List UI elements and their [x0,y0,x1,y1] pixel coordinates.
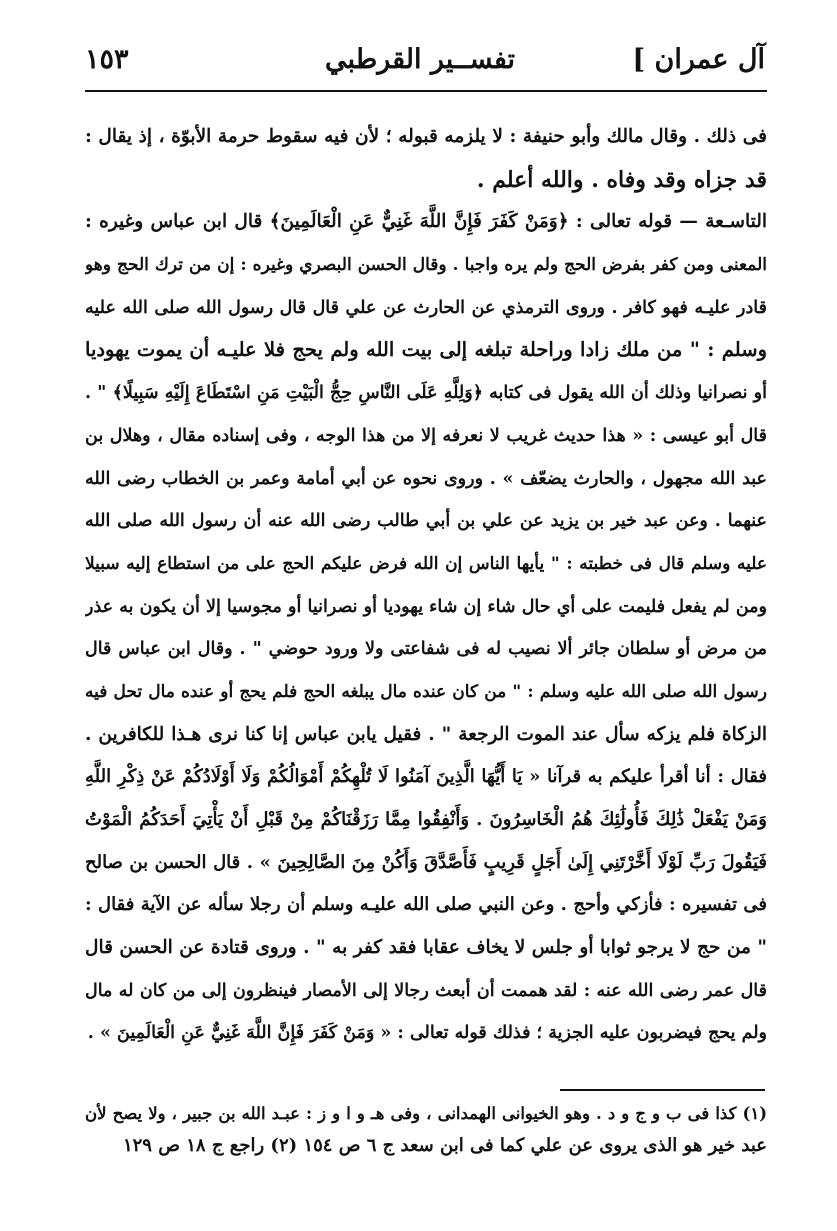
text-line: من مرض أو سلطان جائر ألا نصيب له فى شفاعتى ولا ورود حوضي " . وقال ابن عباس قال [85,639,767,660]
footnote-line: عبد خير هو الذى يروى عن علي كما فى ابن سعد ج ٦ ص ١٥٤ (٢) راجع ج ١٨ ص ١٢٩ [122,1135,767,1156]
text-line: أو نصرانيا وذلك أن الله يقول فى كتابه ﴿وَلِلَّهِ عَلَى النَّاسِ حِجُّ الْبَيْتِ مَنِ اسْتَطَاعَ إِلَيْهِ سَبِيلًا﴾ " . [85,383,767,404]
text-line: وسلم : " من ملك زادا وراحلة تبلغه إلى بيت الله ولم يحج فلا عليـه أن يموت يهوديا [85,338,767,362]
text-line: قال أبو عيسى : « هذا حديث غريب لا نعرفه إلا من هذا الوجه ، وفى إسناده مقال ، وهلال بن [85,425,767,446]
text-line: " من حج لا يرجو ثوابا أو جلس لا يخاف عقابا فقد كفر به " . وروى قتادة عن الحسن قال [85,937,767,959]
text-line: فى ذلك . وقال مالك وأبو حنيفة : لا يلزمه قبوله ؛ لأن فيه سقوط حرمة الأبوّة ، إذ يقال : [85,126,767,147]
page-number: ١٥٣ [85,44,129,75]
text-line: وَمَنْ يَفْعَلْ ذَٰلِكَ فَأُولَٰئِكَ هُمُ الْخَاسِرُونَ . وَأَنْفِقُوا مِمَّا رَزَقْنَاكُمْ مِنْ قَبْلِ أَنْ يَأْتِيَ أَحَدَكُمُ الْمَوْتُ [85,809,767,830]
text-line: قد جزاه وقد وفاه . والله أعلم . [476,166,767,193]
running-header [85,40,765,84]
footnotes [85,1098,767,1162]
book-title: تفســير القرطبي [325,44,515,75]
text-line: قال عمر رضى الله عنه : لقد هممت أن أبعث رجالا إلى الأمصار فينظرون إلى من كان له مال [85,980,767,1001]
footnote-line: (١) كذا فى ب و ج و د . وهو الخيوانى الهمدانى ، وفى هـ و ا و ز : عبـد الله بن جبير ، ولا يصح لأن [85,1104,767,1123]
text-line: الزكاة فلم يزكه سأل عند الموت الرجعة " . فقيل يابن عباس إنا كنا نرى هـذا للكافرين . [85,723,767,745]
main-text [85,116,767,1055]
text-line: عليه وسلم قال فى خطبته : " يأيها الناس إن الله فرض عليكم الحج على من استطاع إليه سبيلا [85,553,767,574]
text-line: المعنى ومن كفر بفرض الحج ولم يره واجبا . وقال الحسن البصري وغيره : إن من ترك الحج وهو [85,255,767,276]
header-divider [85,90,767,92]
text-line: رسول الله صلى الله عليه وسلم : " من كان عنده مال يبلغه الحج فلم يحج أو عنده مال تحل فيه [85,681,767,702]
text-line: ومن لم يفعل فليمت على أي حال شاء إن شاء يهوديا أو نصرانيا أو مجوسيا إلا أن يكون به عذر [85,596,767,617]
text-line: التاسـعة — قوله تعالى : ﴿وَمَنْ كَفَرَ فَإِنَّ اللَّهَ غَنِيٌّ عَنِ الْعَالَمِينَ﴾ قال ابن عباس وغيره : [85,211,767,233]
text-line: عنهما . وعن عبد خير بن يزيد عن علي بن أبي طالب رضى الله عنه أن رسول الله صلى الله [85,511,767,532]
footnote-divider [560,1089,765,1091]
text-line: عبد الله مجهول ، والحارث يضعّف » . وروى نحوه عن أبي أمامة وعمر بن الخطاب رضى الله [85,468,767,489]
text-line: فَيَقُولَ رَبِّ لَوْلَا أَخَّرْتَنِي إِلَىٰ أَجَلٍ قَرِيبٍ فَأَصَّدَّقَ وَأَكُنْ مِنَ الصَّالِحِينَ » . قال الحسن بن صالح [85,851,767,873]
surah-name: آل عمران ] [632,44,765,75]
text-line: ولم يحج فيضربون عليه الجزية ؛ فذلك قوله تعالى : « وَمَنْ كَفَرَ فَإِنَّ اللَّهَ غَنِيٌّ عَنِ الْعَالَمِينَ » . [87,1023,767,1044]
text-line: فقال : أنا أقرأ عليكم به قرآنا « يَا أَيُّهَا الَّذِينَ آمَنُوا لَا تُلْهِكُمْ أَمْوَالُكُمْ وَلَا أَوْلَادُكُمْ عَنْ ذِكْرِ اللَّهِ [85,766,767,788]
text-line: فى تفسيره : فأزكي وأحج . وعن النبي صلى الله عليـه وسلم أن رجلا سأله عن الآية فقال : [85,894,767,916]
text-line: قادر عليـه فهو كافر . وروى الترمذي عن الحارث عن علي قال قال رسول الله صلى الله عليه [85,297,767,318]
